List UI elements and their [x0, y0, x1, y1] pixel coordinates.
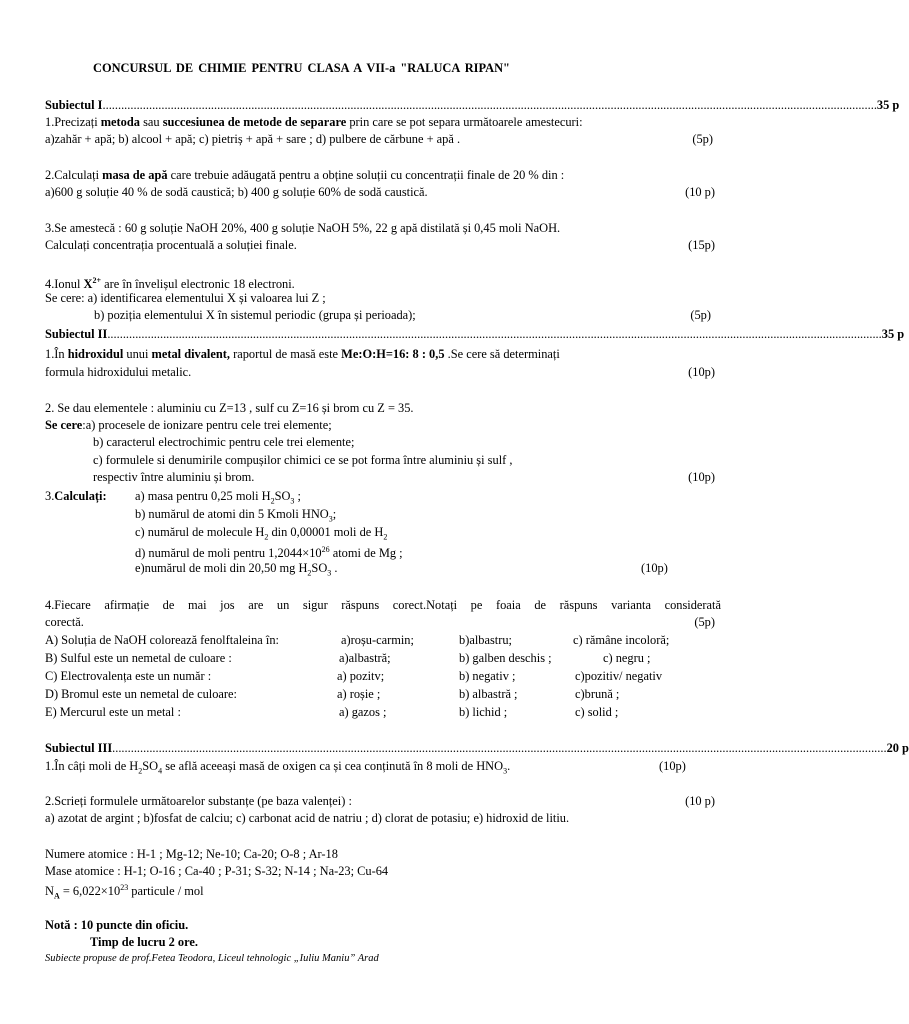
s2-q4-points: (5p)	[694, 615, 715, 629]
s2-q2-line-a: Se cere:a) procesele de ionizare pentru cele trei elemente;	[45, 418, 332, 432]
s2-q4-row-c: C) Electrovalența este un număr : a) pozitv; b) negativ ; c)pozitiv/ negativ	[45, 669, 663, 683]
s1-q4-line2: Se cere: a) identificarea elementului X și valoarea lui Z ;	[45, 291, 326, 305]
note-time: Timp de lucru 2 ore.	[90, 935, 198, 949]
s1-q2-line1: 2.Calculați masa de apă care trebuie adăugată pentru a obține soluții cu concentrații finale de 20 % din :	[45, 168, 565, 182]
section-1-dots: ..........................................................................................................................................................................................................................................................	[102, 98, 877, 112]
s2-q1-line1: 1.În hidroxidul unui metal divalent, raportul de masă este Me:O:H=16: 8 : 0,5 .Se cere să determinați	[45, 347, 560, 361]
s3-q2-line1: 2.Scrieți formulele următoarelor substanțe (pe baza valenței) : (10 p)	[45, 794, 715, 808]
s3-q1-points: (10p)	[659, 759, 686, 773]
s2-q1-points: (10p)	[688, 365, 715, 379]
section-3-dots: ..........................................................................................................................................................................................................................................................	[112, 741, 887, 755]
section-3-label: Subiectul III	[45, 741, 113, 755]
s2-q3-line-d: d) numărul de moli pentru $1,2044\times 10^{26}$ atomi de Mg ;	[135, 545, 403, 561]
atomic-masses: Mase atomice : H-1; O-16 ; Ca-40 ; P-31; S-32; N-14 ; Na-23; Cu-64	[45, 864, 389, 878]
s1-q2-line2: a)600 g soluție 40 % de sodă caustică; b) 400 g soluție 60% de sodă caustică. (10 p)	[45, 185, 715, 199]
s2-q4-row-b: B) Sulful este un nemetal de culoare : a)albastră; b) galben deschis ; c) negru ;	[45, 651, 651, 665]
note-points: Notă : 10 puncte din oficiu.	[45, 918, 189, 932]
s1-q3-line2: Calculați concentrația procentuală a soluției finale. (15p)	[45, 238, 715, 252]
s1-q4-points: (5p)	[690, 308, 711, 322]
s1-q4-line1: 4.Ionul $X^{2+}$ are în învelișul electronic 18 electroni.	[45, 276, 295, 292]
section-1-label: Subiectul I	[45, 98, 103, 112]
s1-q2-points: (10 p)	[685, 185, 715, 199]
s2-q3-line-c: c) numărul de molecule $H_2$ din 0,00001 moli de $H_2$	[135, 525, 388, 542]
s3-q2-points: (10 p)	[685, 794, 715, 808]
s2-q4-row-e: E) Mercurul este un metal : a) gazos ; b) lichid ; c) solid ;	[45, 705, 619, 719]
section-1-header	[45, 97, 900, 113]
footer-credit: Subiecte propuse de prof.Fetea Teodora, Liceul tehnologic „Iuliu Maniu” Arad	[45, 953, 379, 964]
avogadro-constant: $N_A = 6,022\times 10^{23}$ particule / mol	[45, 883, 204, 901]
s1-q1-line1: 1.Precizați metoda sau succesiunea de metode de separare prin care se pot separa următoarele amestecuri:	[45, 115, 583, 129]
s1-q4-line3: b) poziția elementului X în sistemul periodic (grupa și perioada); (5p)	[94, 308, 711, 322]
s2-q2-line-b: b) caracterul electrochimic pentru cele trei elemente;	[93, 435, 355, 449]
s2-q2-points: (10p)	[688, 470, 715, 484]
s2-q4-line1: 4.Fiecare afirmație de mai jos are un sigur răspuns corect.Notați pe foaia de răspuns varianta considerată	[45, 598, 721, 612]
page-title: CONCURSUL DE CHIMIE PENTRU CLASA A VII-a "RALUCA RIPAN"	[93, 61, 510, 75]
s1-q1-points: (5p)	[692, 132, 713, 146]
s2-q3-points: (10p)	[641, 561, 668, 575]
section-2-points: 35 p	[881, 327, 905, 341]
s2-q2-line1: 2. Se dau elementele : aluminiu cu Z=13 , sulf cu Z=16 și brom cu Z = 35.	[45, 401, 414, 415]
atomic-numbers: Numere atomice : H-1 ; Mg-12; Ne-10; Ca-20; O-8 ; Ar-18	[45, 847, 338, 861]
section-3-points: 20 p	[886, 741, 909, 755]
s2-q2-line-c2: respectiv între aluminiu și brom. (10p)	[93, 470, 715, 484]
s2-q2-line-c: c) formulele si denumirile compușilor chimici ce se pot forma între aluminiu și sulf ,	[93, 453, 513, 467]
s2-q4-line2: corectă. (5p)	[45, 615, 715, 629]
section-3-header	[45, 740, 909, 756]
s3-q1-line: 1.În câți moli de $H_2SO_4$ se află aceeași masă de oxigen ca și cea conținută în 8 moli de $HNO_3$. (10p)	[45, 759, 686, 776]
s2-q3-line-b: b) numărul de atomi din 5 Kmoli $HNO_3$;	[135, 507, 337, 524]
s2-q3-line-e: e)numărul de moli din 20,50 mg $H_2SO_3$ . (10p)	[135, 561, 668, 578]
s1-q3-points: (15p)	[688, 238, 715, 252]
s2-q3-line-a: 3.Calculați: a) masa pentru 0,25 moli $H_2SO_3$ ;	[45, 489, 301, 506]
s3-q2-line2: a) azotat de argint ; b)fosfat de calciu; c) carbonat acid de natriu ; d) clorat de potasiu; e) hidroxid de litiu.	[45, 811, 570, 825]
s2-q1-line2: formula hidroxidului metalic. (10p)	[45, 365, 715, 379]
section-2-dots: ..........................................................................................................................................................................................................................................................	[107, 327, 882, 341]
s2-q4-row-a: A) Soluția de NaOH colorează fenolftaleina în: a)roșu-carmin; b)albastru; c) rămâne incoloră;	[45, 633, 670, 647]
section-1-points: 35 p	[876, 98, 900, 112]
section-2-header	[45, 326, 905, 342]
s2-q4-row-d: D) Bromul este un nemetal de culoare: a) roșie ; b) albastră ; c)brună ;	[45, 687, 620, 701]
s1-q1-line2: a)zahăr + apă; b) alcool + apă; c) pietriș + apă + sare ; d) pulbere de cărbune + apă . (5p)	[45, 132, 713, 146]
s1-q3-line1: 3.Se amestecă : 60 g soluție NaOH 20%, 400 g soluție NaOH 5%, 22 g apă distilată și 0,45 moli NaOH.	[45, 221, 561, 235]
section-2-label: Subiectul II	[45, 327, 108, 341]
